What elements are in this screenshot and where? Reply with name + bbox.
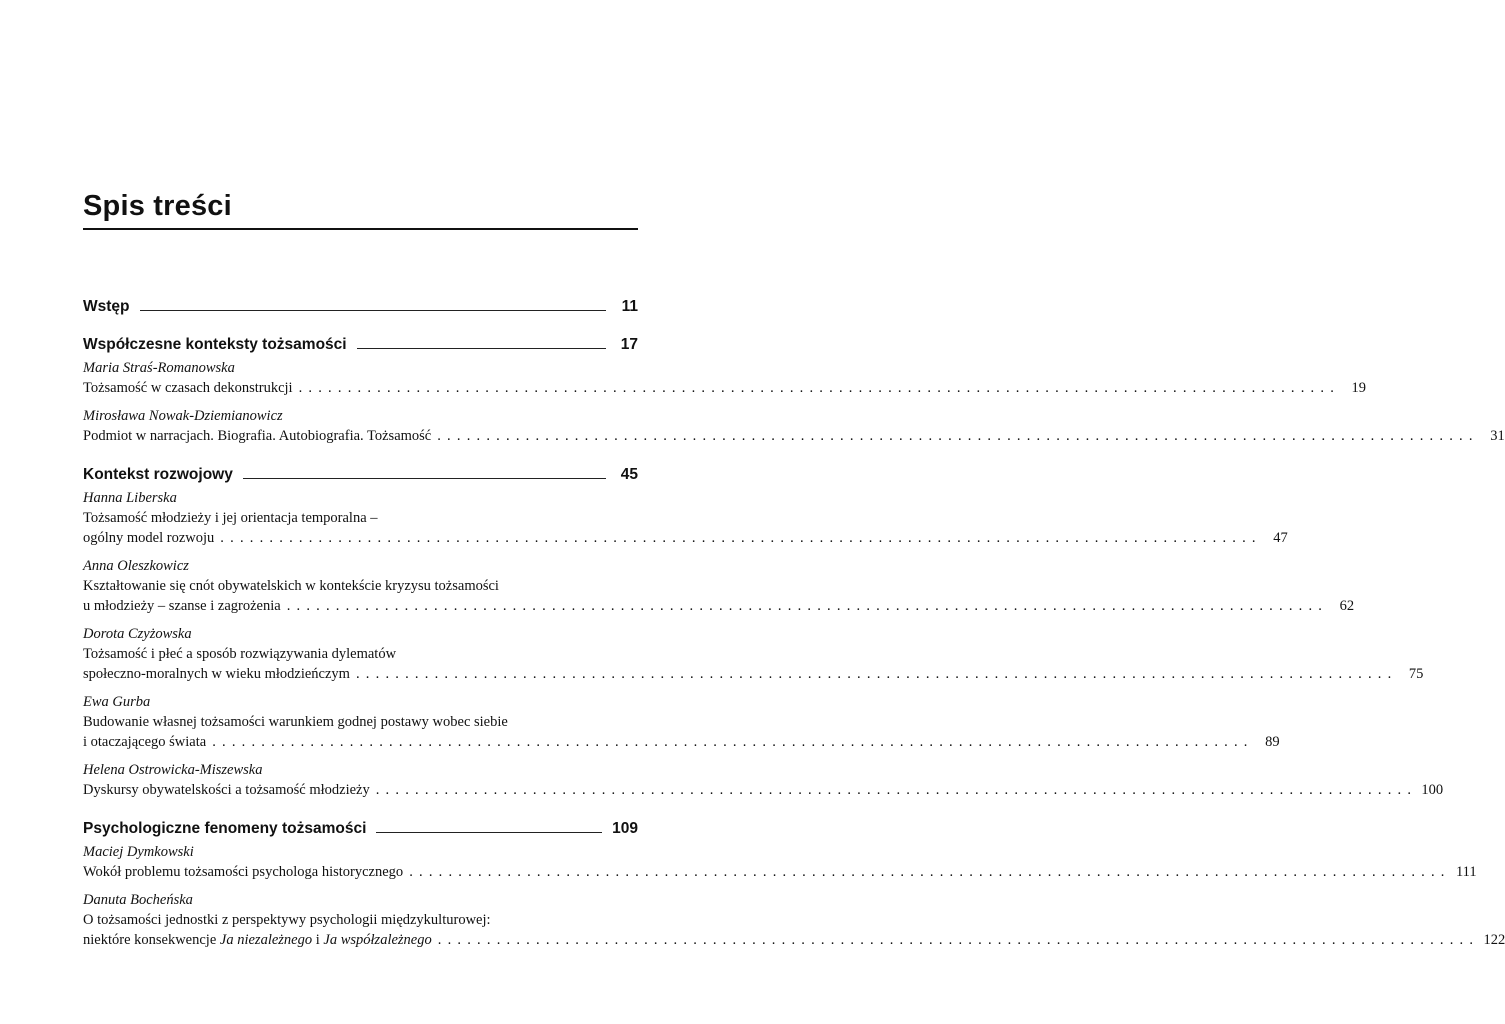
entry-title-line <box>83 596 1355 616</box>
entry-title-end: społeczno-moralnych w wieku młodzieńczym <box>83 666 350 682</box>
section-label: Współczesne konteksty tożsamości <box>83 336 347 353</box>
toc-entry[interactable] <box>83 692 1280 752</box>
toc-entry[interactable] <box>83 624 1424 684</box>
entry-title-line <box>83 426 1505 446</box>
toc-entry[interactable] <box>83 556 1355 616</box>
entry-page: 31 <box>1490 428 1505 444</box>
entry-page: 75 <box>1408 666 1424 682</box>
entry-author: Anna Oleszkowicz <box>83 558 189 574</box>
entry-page: 100 <box>1421 782 1444 798</box>
table-of-contents <box>83 292 1505 950</box>
entry-title: Tożsamość młodzieży i jej orientacja temporalna – <box>83 510 378 526</box>
entry-title-emphasis: Ja współzależnego <box>323 932 432 948</box>
dot-leader: .......................................................................................................... <box>212 734 1254 750</box>
dot-leader: .......................................................................................................... <box>220 530 1262 546</box>
page-title: Spis treści <box>83 190 232 222</box>
entry-title: Tożsamość i płeć a sposób rozwiązywania dylematów <box>83 646 397 662</box>
entry-title-line <box>83 780 1444 800</box>
entry-author: Helena Ostrowicka-Miszewska <box>83 762 263 778</box>
section-page: 17 <box>620 336 638 353</box>
entry-title: Wokół problemu tożsamości psychologa historycznego <box>83 864 404 880</box>
entry-title-end: i otaczającego świata <box>83 734 207 750</box>
leader-line <box>357 348 606 349</box>
entry-author: Maria Straś-Romanowska <box>83 360 235 376</box>
entry-page: 122 <box>1483 932 1505 948</box>
entry-title-part: i <box>312 932 324 948</box>
section-heading[interactable] <box>83 814 638 838</box>
toc-entry[interactable] <box>83 890 1505 950</box>
section-label: Psychologiczne fenomeny tożsamości <box>83 820 367 837</box>
section-heading[interactable] <box>83 292 638 316</box>
section-heading[interactable] <box>83 460 638 484</box>
section-page: 109 <box>612 820 638 837</box>
entry-title-end: u młodzieży – szanse i zagrożenia <box>83 598 281 614</box>
entry-author: Ewa Gurba <box>83 694 151 710</box>
entry-title-end <box>83 930 432 950</box>
entry-page: 89 <box>1265 734 1280 750</box>
dot-leader: .......................................................................................................... <box>375 782 1418 798</box>
entry-author: Mirosława Nowak-Dziemianowicz <box>83 408 283 424</box>
dot-leader: .......................................................................................................... <box>409 864 1451 880</box>
dot-leader: .......................................................................................................... <box>298 380 1341 396</box>
section-label: Wstęp <box>83 298 130 315</box>
entry-title-line <box>83 528 1288 548</box>
section-page: 45 <box>620 466 638 483</box>
entry-title: Dyskursy obywatelskości a tożsamość młodzieży <box>83 782 370 798</box>
entry-page: 19 <box>1351 380 1367 396</box>
toc-entry[interactable] <box>83 406 1505 446</box>
section-heading[interactable] <box>83 330 638 354</box>
toc-entry[interactable] <box>83 358 1367 398</box>
section-page: 11 <box>621 298 638 315</box>
entry-title-line <box>83 378 1367 398</box>
toc-entry[interactable] <box>83 488 1288 548</box>
entry-author: Hanna Liberska <box>83 490 177 506</box>
entry-title-end: ogólny model rozwoju <box>83 530 215 546</box>
dot-leader: .......................................................................................................... <box>355 666 1398 682</box>
entry-page: 62 <box>1339 598 1355 614</box>
entry-title-part: niektóre konsekwencje <box>83 932 220 948</box>
entry-title: O tożsamości jednostki z perspektywy psychologii międzykulturowej: <box>83 912 491 928</box>
entry-author: Dorota Czyżowska <box>83 626 192 642</box>
entry-title: Tożsamość w czasach dekonstrukcji <box>83 380 293 396</box>
entry-title: Budowanie własnej tożsamości warunkiem godnej postawy wobec siebie <box>83 714 508 730</box>
entry-page: 47 <box>1273 530 1288 546</box>
entry-title-line <box>83 664 1424 684</box>
entry-title-line <box>83 930 1505 950</box>
section-label: Kontekst rozwojowy <box>83 466 233 483</box>
entry-title-line <box>83 732 1280 752</box>
leader-line <box>140 310 607 311</box>
toc-entry[interactable] <box>83 760 1444 800</box>
leader-line <box>243 478 606 479</box>
entry-author: Maciej Dymkowski <box>83 844 194 860</box>
entry-author: Danuta Bocheńska <box>83 892 193 908</box>
entry-title-emphasis: Ja niezależnego <box>219 932 313 948</box>
entry-title: Podmiot w narracjach. Biografia. Autobiografia. Tożsamość <box>83 428 432 444</box>
entry-title: Kształtowanie się cnót obywatelskich w kontekście kryzysu tożsamości <box>83 578 499 594</box>
title-rule <box>83 228 638 230</box>
entry-title-line <box>83 862 1477 882</box>
entry-page: 111 <box>1455 864 1477 880</box>
dot-leader: .......................................................................................................... <box>286 598 1329 614</box>
dot-leader: .......................................................................................................... <box>437 428 1479 444</box>
toc-entry[interactable] <box>83 842 1477 882</box>
leader-line <box>376 832 602 833</box>
dot-leader: .......................................................................................................... <box>437 932 1480 948</box>
